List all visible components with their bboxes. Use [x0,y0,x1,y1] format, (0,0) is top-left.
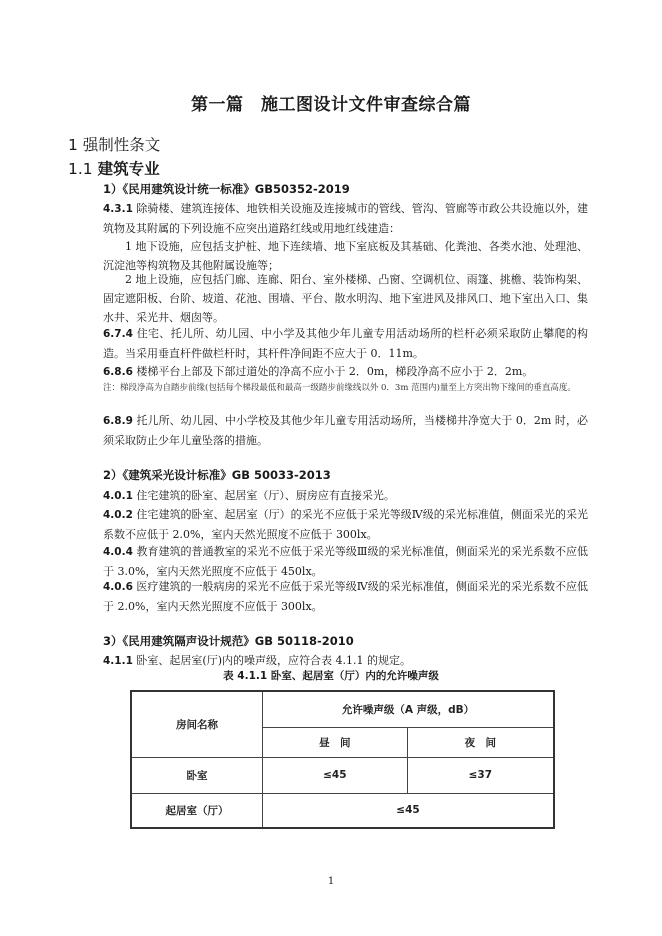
clause-4-0-1 [103,486,588,506]
header-noise-level: 允许噪声级（A 声级，dB） [263,691,555,727]
cell-night: ≤37 [407,757,554,793]
clause-code: 4.3.1 [103,203,133,215]
standard-3-heading: 3）《民用建筑隔声设计规范》GB 50118-2010 [103,634,354,648]
clause-code: 4.0.6 [103,581,133,593]
clause-text: 医疗建筑的一般病房的采光不应低于采光等级Ⅳ级的采光标准值，侧面采光的采光系数不应低于 2.0%，室内天然光照度不应低于 300lx。 [103,580,588,613]
section-heading-1-1 [68,157,160,179]
clause-code: 4.0.2 [103,509,133,521]
clause-text: 住宅、托儿所、幼儿园、中小学及其他少年儿童专用活动场所的栏杆必须采取防止攀爬的构造。当采用垂直杆件做栏杆时，其杆件净间距不应大于 0．11m。 [103,327,589,360]
page-number: 1 [327,876,335,887]
clause-6-8-6 [103,362,588,382]
clause-text: 教育建筑的普通教室的采光不应低于采光等级Ⅲ级的采光标准值，侧面采光的采光系数不应低于 3.0%，室内天然光照度不应低于 450lx。 [103,545,589,578]
clause-code: 6.7.4 [103,328,133,340]
cell-day: ≤45 [263,757,408,793]
clause-text: 住宅建筑的卧室、起居室（厅）的采光不应低于采光等级Ⅳ级的采光标准值，侧面采光的采光系数不应低于 2.0%，室内天然光照度不应低于 300lx。 [103,508,588,541]
clause-4-0-2 [103,505,588,544]
cell-room: 卧室 [131,757,263,793]
standard-2-heading: 2）《建筑采光设计标准》GB 50033-2013 [103,468,331,482]
clause-code: 6.8.6 [103,366,133,378]
header-day: 昼 间 [263,727,408,757]
clause-6-7-4 [103,324,588,363]
header-room-name: 房间名称 [131,691,263,757]
clause-4-3-1 [103,199,588,238]
cell-room: 起居室（厅） [131,793,263,828]
clause-text: 除骑楼、建筑连接体、地铁相关设施及连接城市的管线、管沟、管廊等市政公共设施以外，建筑物及其附属的下列设施不应突出道路红线或用地红线建造： [103,202,588,235]
clause-code: 4.0.4 [103,546,133,558]
clause-text: 卧室、起居室(厅)内的噪声级，应符合表 4.1.1 的规定。 [136,654,411,667]
clause-4-0-4 [103,542,588,581]
clause-code: 4.1.1 [103,655,133,667]
clause-text: 托儿所、幼儿园、中小学校及其他少年儿童专用活动场所，当楼梯井净宽大于 0．2m 时，必须采取防止少年儿童坠落的措施。 [103,414,589,447]
clause-6-8-9 [103,411,588,450]
section-number: 1.1 [68,160,93,178]
clause-code: 6.8.9 [103,415,133,427]
document-title: 第一篇 施工图设计文件审查综合篇 [191,95,471,115]
clause-4-3-1-item-1: 1 地下设施，应包括支护桩、地下连续墙、地下室底板及其基础、化粪池、各类水池、处理池、沉淀池等构筑物及其他附属设施等； [103,240,588,272]
cell-merged: ≤45 [263,793,555,828]
standard-1-heading: 1）《民用建筑设计统一标准》GB50352-2019 [103,182,350,196]
section-title: 建筑专业 [97,160,160,178]
clause-code: 4.0.1 [103,490,133,502]
clause-4-3-1-item-2: 2 地上设施，应包括门廊、连廊、阳台、室外楼梯、凸窗、空调机位、雨篷、挑檐、装饰构架、固定遮阳板、台阶、坡道、花池、围墙、平台、散水明沟、地下室进风及排风口、地下室出入口、集水井、采光井、烟囱等。 [103,273,588,324]
table-row [131,793,554,828]
table-title: 表 4.1.1 卧室、起居室（厅）内的允许噪声级 [223,670,439,682]
clause-text: 楼梯平台上部及下部过道处的净高不应小于 2．0m，梯段净高不应小于 2．2m。 [136,365,534,378]
table-row [131,757,554,793]
clause-text: 住宅建筑的卧室、起居室（厅）、厨房应有直接采光。 [136,489,395,502]
noise-level-table [130,690,555,829]
clause-6-8-6-note: 注：梯段净高为自踏步前缘(包括每个梯段最低和最高一级踏步前缘线以外 0．3m 范围内)量至上方突出物下缘间的垂直高度。 [103,383,576,393]
clause-4-0-6 [103,577,588,616]
section-heading-1: 1 强制性条文 [68,136,161,154]
header-night: 夜 间 [407,727,554,757]
